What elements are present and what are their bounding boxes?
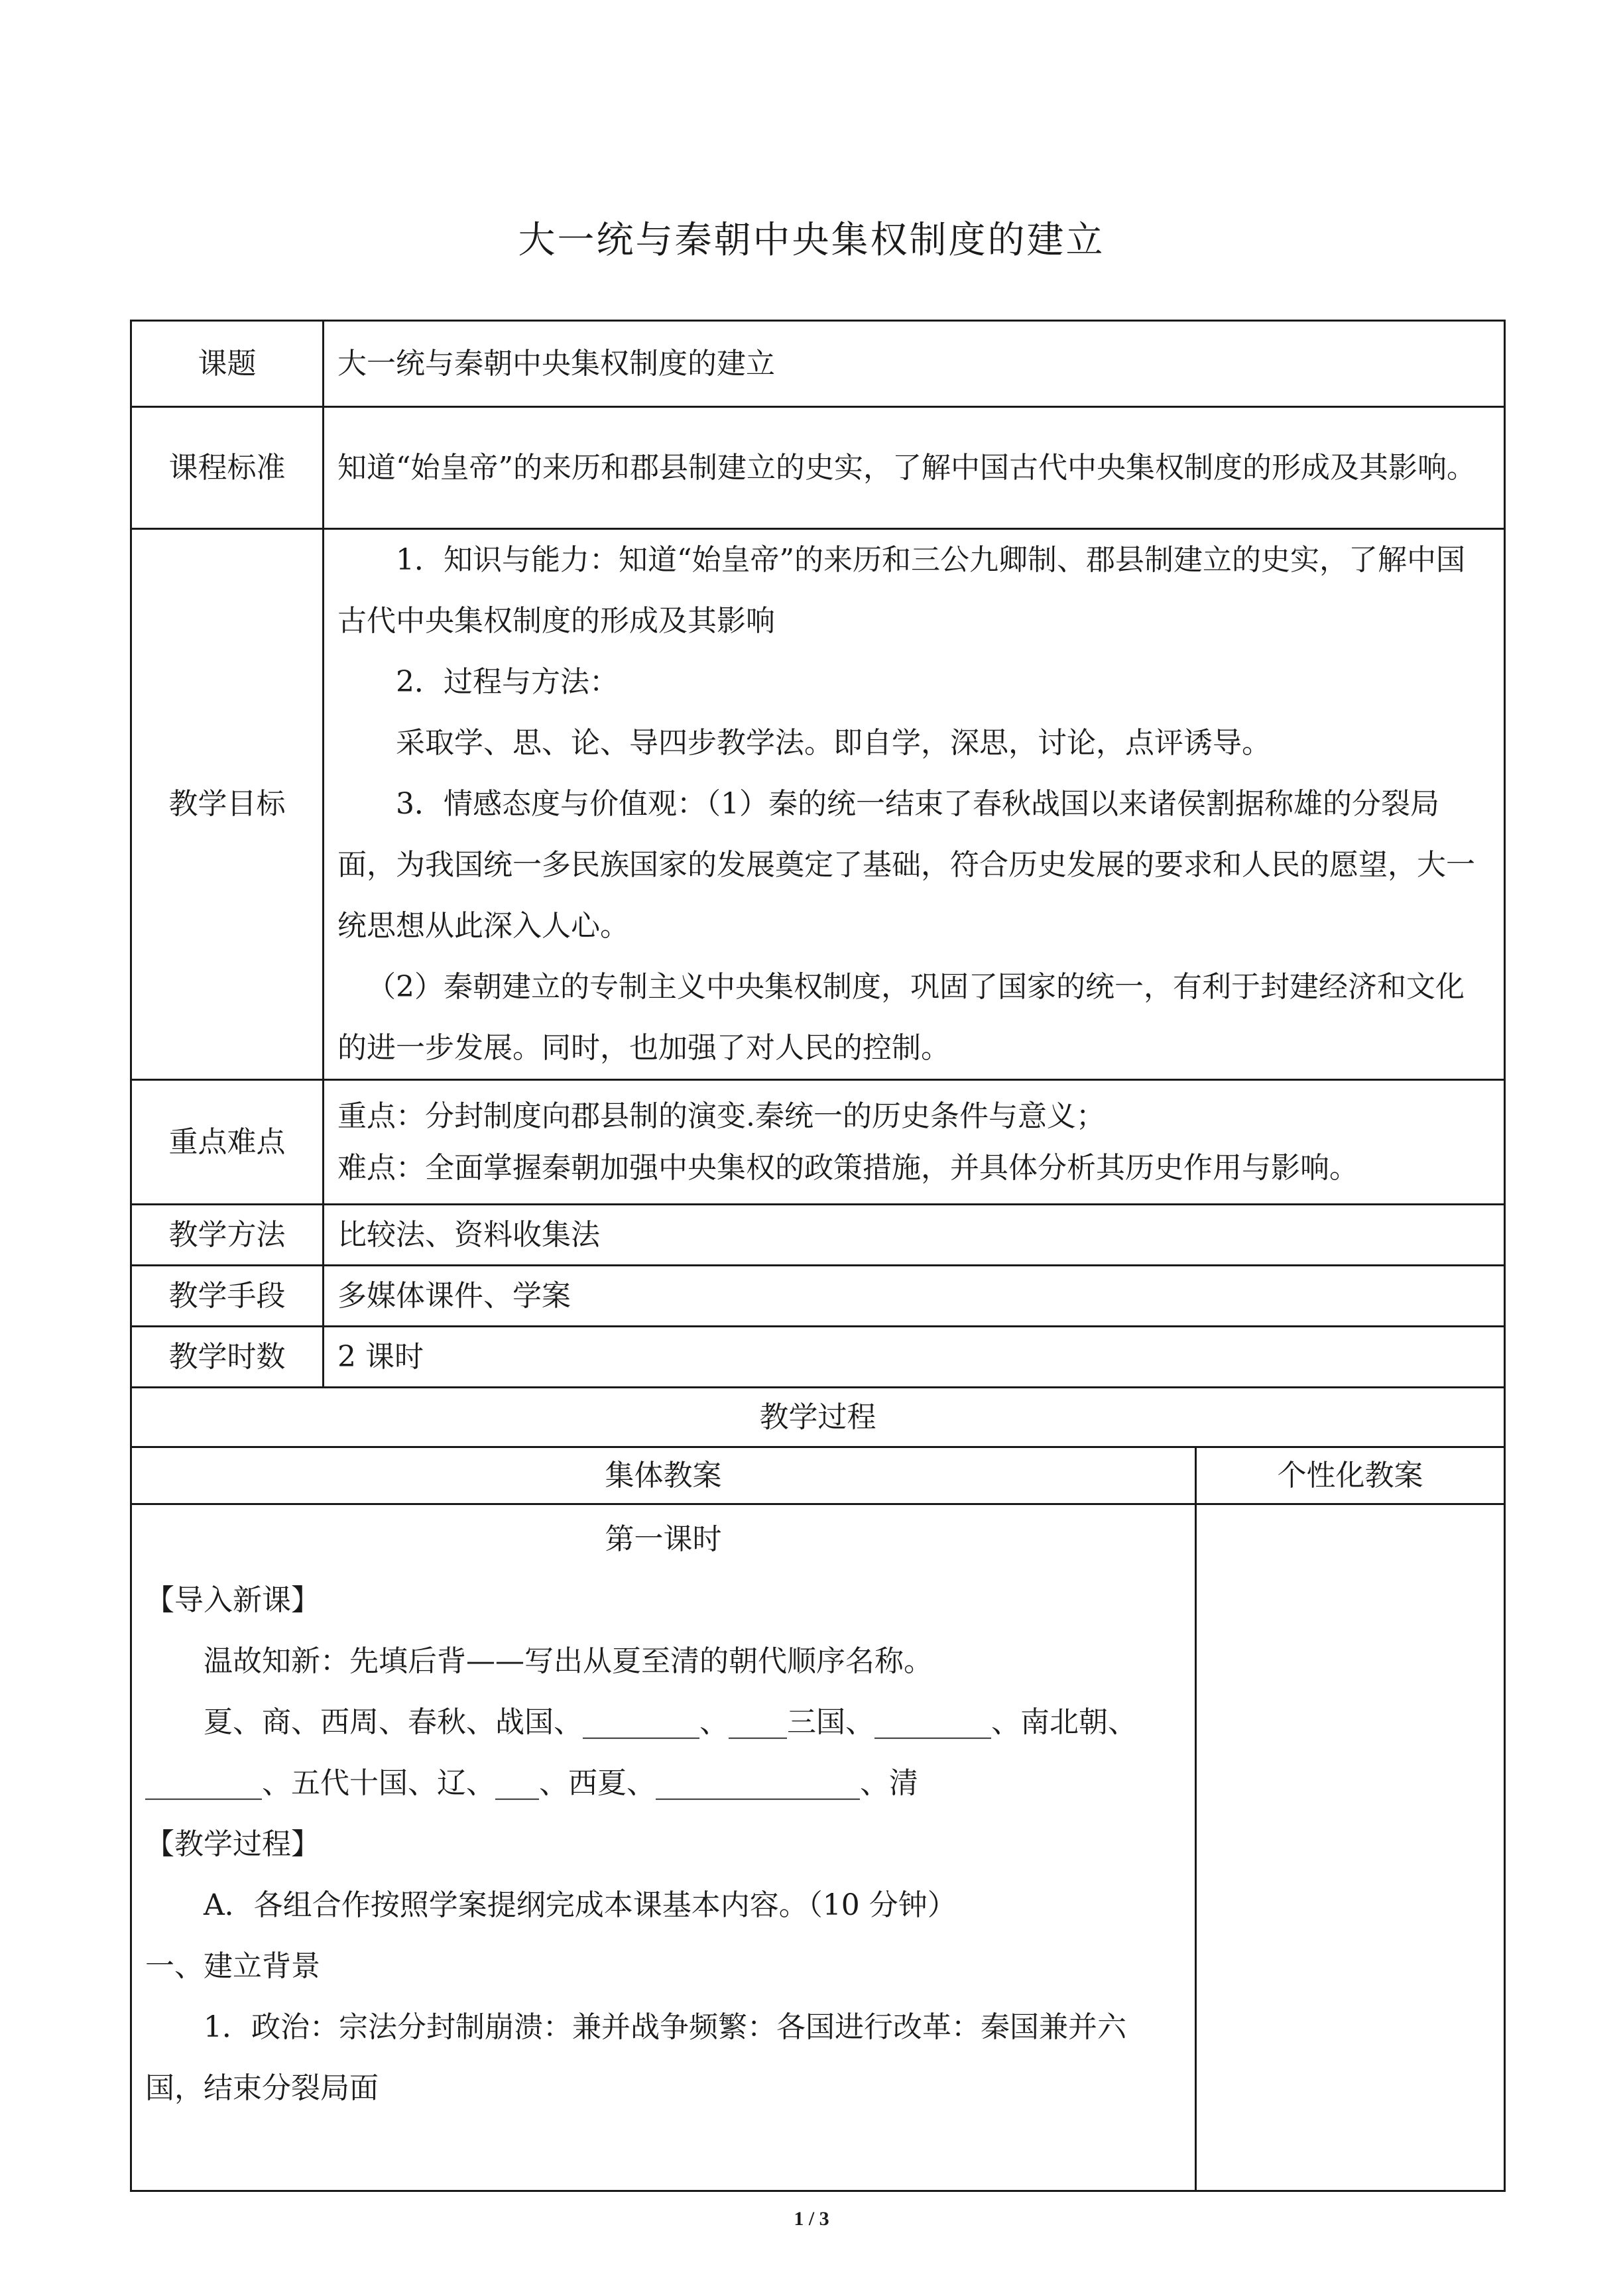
objective-process: 2．过程与方法： (396, 665, 619, 699)
step-a: A．各组合作按照学案提纲完成本课基本内容。（10 分钟） (204, 1888, 957, 1922)
row-objectives (131, 529, 1505, 1080)
label-key-points: 重点难点 (131, 1080, 324, 1205)
label-method: 教学方法 (131, 1205, 324, 1266)
difficult-point: 难点：全面掌握秦朝加强中央集权的政策措施，并具体分析其历史作用与影响。 (337, 1150, 1358, 1185)
collective-plan-content (131, 1504, 1196, 2191)
objective-process-detail: 采取学、思、论、导四步教学法。即自学，深思，讨论，点评诱导。 (396, 726, 1271, 760)
row-process-heading (131, 1388, 1505, 1447)
page-title: 大一统与秦朝中央集权制度的建立 (518, 219, 1105, 262)
label-topic: 课题 (131, 321, 324, 407)
process-subheading: 【教学过程】 (145, 1827, 320, 1861)
row-key-points (131, 1080, 1505, 1205)
row-hours (131, 1327, 1505, 1388)
intro-text: 温故知新：先填后背——写出从夏至清的朝代顺序名称。 (204, 1644, 933, 1678)
page-number: 1 / 3 (794, 2208, 829, 2230)
objective-emotion-2: （2）秦朝建立的专制主义中央集权制度，巩固了国家的统一，有利于封建经济和文化的进一步发展。同时，也加强了对人民的控制。 (337, 970, 1465, 1065)
intro-heading: 【导入新课】 (145, 1583, 320, 1617)
value-key-points (324, 1080, 1505, 1205)
value-objectives (324, 529, 1505, 1080)
value-method: 比较法、资料收集法 (324, 1205, 1505, 1266)
value-hours: 2 课时 (324, 1327, 1505, 1388)
row-standard (131, 407, 1505, 529)
label-means: 教学手段 (131, 1266, 324, 1327)
row-topic (131, 321, 1505, 407)
row-process-columns (131, 1447, 1505, 1504)
section-background: 一、建立背景 (145, 1949, 320, 1983)
dynasty-line-1: 夏、商、西周、春秋、战国、________、____三国、________、南北朝、 (204, 1705, 1137, 1739)
row-method (131, 1205, 1505, 1266)
value-means: 多媒体课件、学案 (324, 1266, 1505, 1327)
column-collective: 集体教案 (131, 1447, 1196, 1504)
label-objectives: 教学目标 (131, 529, 324, 1080)
process-heading: 教学过程 (131, 1388, 1505, 1447)
point-politics: 1．政治：宗法分封制崩溃：兼并战争频繁：各国进行改革：秦国兼并六国，结束分裂局面 (145, 2010, 1126, 2105)
personal-plan-content (1196, 1504, 1505, 2191)
row-means (131, 1266, 1505, 1327)
label-standard: 课程标准 (131, 407, 324, 529)
lesson-label: 第一课时 (605, 1522, 722, 1556)
value-topic: 大一统与秦朝中央集权制度的建立 (324, 321, 1505, 407)
row-process-body (131, 1504, 1505, 2191)
column-personal: 个性化教案 (1196, 1447, 1505, 1504)
objective-emotion: 3．情感态度与价值观：（1）秦的统一结束了春秋战国以来诸侯割据称雄的分裂局面，为我国统一多民族国家的发展奠定了基础，符合历史发展的要求和人民的愿望，大一统思想从此深入人心。 (337, 787, 1475, 943)
dynasty-line-2: ________、五代十国、辽、___、西夏、______________、清 (145, 1766, 918, 1800)
value-standard: 知道“始皇帝”的来历和郡县制建立的史实，了解中国古代中央集权制度的形成及其影响。 (324, 407, 1505, 529)
key-point: 重点：分封制度向郡县制的演变.秦统一的历史条件与意义； (337, 1099, 1105, 1133)
lesson-plan-table (130, 320, 1506, 2192)
objective-knowledge: 1．知识与能力：知道“始皇帝”的来历和三公九卿制、郡县制建立的史实，了解中国古代中央集权制度的形成及其影响 (337, 543, 1465, 638)
label-hours: 教学时数 (131, 1327, 324, 1388)
